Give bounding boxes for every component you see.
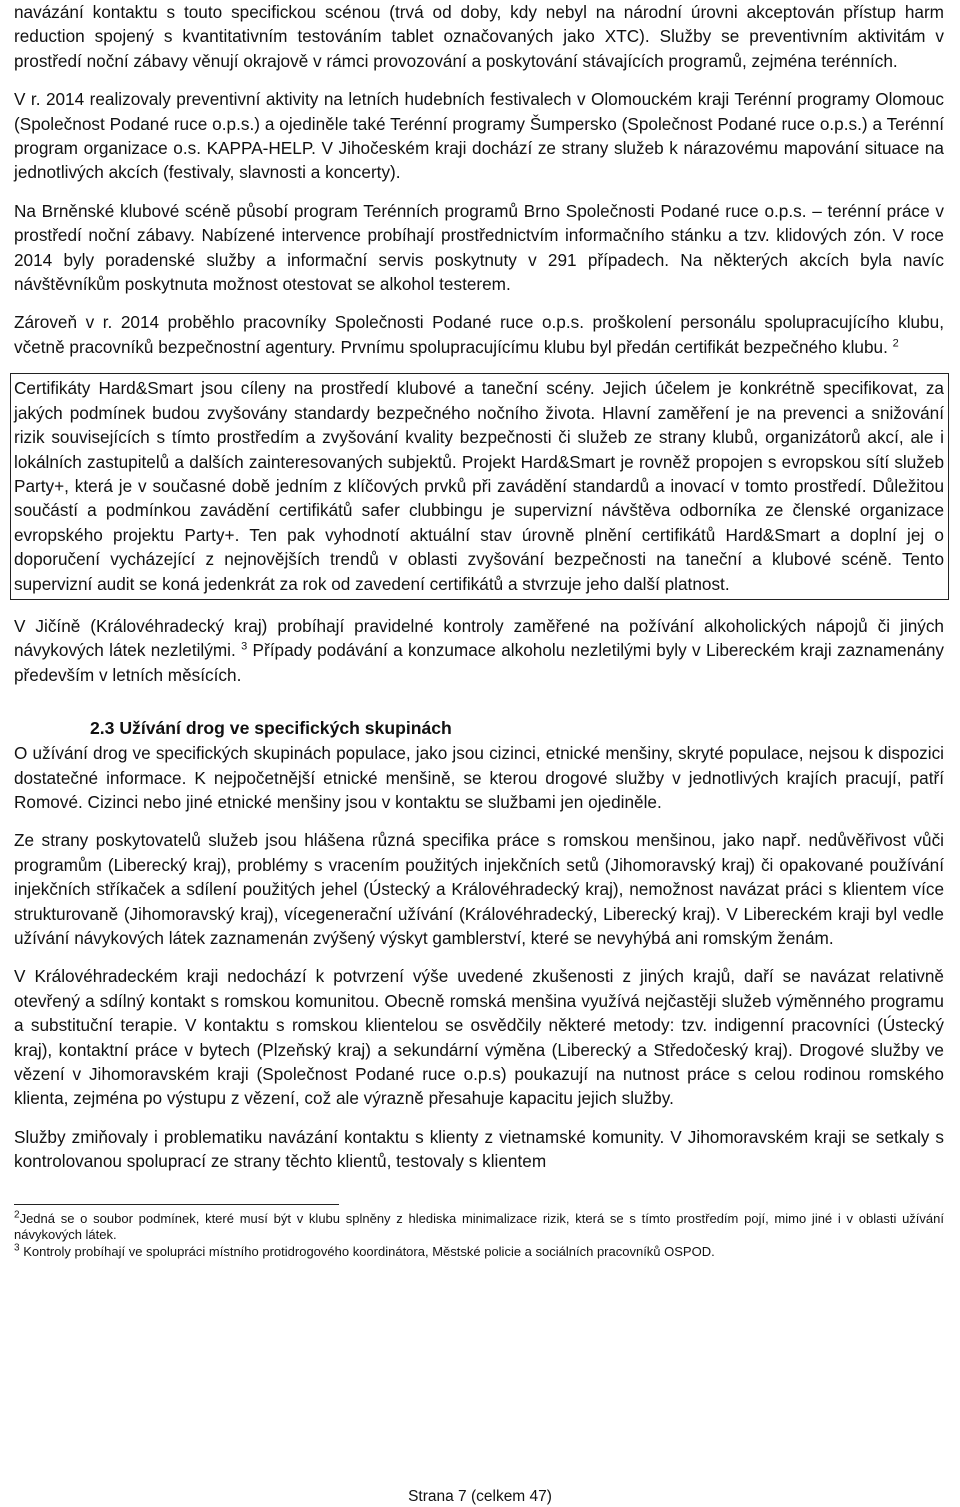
footnote-2-text: Jedná se o soubor podmínek, které musí být v klubu splněny z hlediska minimalizace rizik, která se s tímto prostředím pojí, mimo jiné i v oblasti užívání návykových látek. — [14, 1210, 944, 1243]
paragraph-vietnamese-community: Služby zmiňovaly i problematiku navázání kontaktu s klienty z vietnamské komunity. V Jihomoravském kraji se setkaly s kontrolovanou spoluprací ze strany těchto klientů, testovaly s klientem — [14, 1126, 944, 1172]
footnote-ref-2[interactable]: 2 — [892, 337, 899, 350]
section-heading: 2.3 Užívání drog ve specifických skupinách — [90, 718, 452, 739]
paragraph-jicin-text-a: V Jičíně (Královéhradecký kraj) probíhají pravidelné kontroly zaměřené na požívání alkoholických nápojů či jiných návykových látek nezletilými. — [14, 615, 944, 661]
footnote-3-number: 3 — [14, 1242, 20, 1254]
hard-smart-text: Certifikáty Hard&Smart jsou cíleny na prostředí klubové a taneční scény. Jejich účelem je konkrétně specifikovat, za jakých podmínek budou zvyšovány standardy bezpečného nočního života. Hlavní zaměření je na prevenci a snižování rizik souvisejících s tímto prostředím a zvyšování kvality bezpečnosti či služeb ze strany klubů, organizátorů akcí, ale i lokálních zastupitelů a dalších zainteresovaných subjektů. Projekt Hard&Smart je rovněž propojen s evropskou sítí služeb Party+, která je v současné době jedním z klíčových prvků při zavádění standardů a inovací v tomto prostředí. Důležitou součástí a podmínkou zavádění certifikátů safer clubbingu je supervizní návštěva odborníka ze členské organizace evropského projektu Party+. Ten pak vyhodnotí aktuální stav úrovně plnění certifikátů Hard&Smart a doplní jej o doporučení vycházející z nejnovějších trendů v oblasti zvyšování bezpečnosti na taneční a klubové scéně. Tento supervizní audit se koná jedenkrát za rok od zavedení certifikátů a stvrzuje jeho další platnost. — [14, 378, 944, 594]
footnote-2-number: 2 — [14, 1209, 20, 1221]
paragraph-jicin-controls — [14, 614, 944, 687]
paragraph-jicin-text-b: Případy podávání a konzumace alkoholu nezletilými byly v Libereckém kraji zaznamenány především v letních měsících. — [14, 640, 944, 685]
paragraph-kralovehradecky-roma: V Královéhradeckém kraji nedochází k potvrzení výše uvedené zkušenosti z jiných krajů, daří se navázat relativně otevřený a sdílný kontakt s romskou komunitou. Obecně romská menšina využívá nejčastěji služeb výměnného programu a substituční terapie. V kontaktu s romskou klientelou se osvědčily některé metody: tzv. indigenní pracovníci (Ústecký kraj), kontaktní práce v bytech (Plzeňský kraj) a sekundární výměna (Liberecký a Středočeský kraj). Drogové služby ve vězení v Jihomoravském kraji (Společnost Podané ruce o.p.s) poukazují na nutnost práce s celou rodinou romského klienta, zejména po výstupu z vězení, což ale výrazně přesahuje kapacitu jejich služby. — [14, 966, 944, 1109]
footnote-divider — [14, 1204, 339, 1205]
footnote-3-text: Kontroly probíhají ve spolupráci místního protidrogového koordinátora, Městské policie a sociálních pracovníků OSPOD. — [23, 1243, 715, 1259]
hard-smart-info-box — [10, 373, 949, 600]
footnote-ref-3[interactable]: 3 — [241, 640, 248, 653]
paragraph-harm-reduction: navázání kontaktu s touto specifickou scénou (trvá od doby, kdy nebyl na národní úrovni akceptován přístup harm reduction spojený s kvantitativním testováním tablet označovaných jako XTC). Služby se preventivním aktivitám v prostředí noční zábavy věnují okrajově v rámci provozování a poskytování stávajících programů, zejména terénních. — [14, 2, 944, 71]
paragraph-specific-groups: O užívání drog ve specifických skupinách populace, jako jsou cizinci, etnické menšiny, skryté populace, nejsou k dispozici dostatečné informace. K nejpočetnější etnické menšině, se kterou drogové služby v jednotlivých krajích pracují, patří Romové. Cizinci nebo jiné etnické menšiny jsou v kontaktu se službami jen ojediněle. — [14, 743, 944, 812]
page-number-footer: Strana 7 (celkem 47) — [408, 1488, 552, 1505]
paragraph-roma-specifics: Ze strany poskytovatelů služeb jsou hlášena různá specifika práce s romskou menšinou, jako např. nedůvěřivost vůči programům (Liberecký kraj), problémy s vracením použitých injekčních setů (Jihomoravský kraj) či opakované používání injekčních stříkaček a sdílení použitých jehel (Ústecký a Královéhradecký kraj), nemožnost navázat práci s klientem více strukturovaně (Jihomoravský kraj), vícegenerační užívání (Královéhradecký, Liberecký kraj). V Libereckém kraji byl vedle užívání návykových látek zaznamenán zvýšený výskyt gamblerství, které se nevyhýbá ani romským ženám. — [14, 830, 944, 948]
document-page — [14, 0, 944, 1260]
footnote-3 — [14, 1244, 944, 1261]
paragraph-olomouc-festivals: V r. 2014 realizovaly preventivní aktivity na letních hudebních festivalech v Olomouckém kraji Terénní programy Olomouc (Společnost Podané ruce o.p.s.) a ojediněle také Terénní programy Šumpersko (Společnost Podané ruce o.p.s.) a Terénní program organizace o.s. KAPPA-HELP. V Jihočeském kraji dochází ze strany služeb k nárazovému mapování situace na jednotlivých akcích (festivaly, slavnosti a koncerty). — [14, 89, 944, 183]
paragraph-staff-training — [14, 310, 944, 359]
footnote-2 — [14, 1211, 944, 1244]
paragraph-staff-training-text: Zároveň v r. 2014 proběhlo pracovníky Společnosti Podané ruce o.p.s. proškolení personálu spolupracujícího klubu, včetně pracovníků bezpečnostní agentury. Prvnímu spolupracujícímu klubu byl předán certifikát bezpečného klubu. — [14, 312, 944, 357]
paragraph-brno-club-scene: Na Brněnské klubové scéně působí program Terénních programů Brno Společnosti Podané ruce o.p.s. – terénní práce v prostředí noční zábavy. Nabízené intervence probíhají prostřednictvím informačního stánku a tzv. klidových zón. V roce 2014 byly poradenské služby a informační servis poskytnuty v 291 případech. Na některých akcích byla navíc návštěvníkům poskytnuta možnost otestovat se alkohol testerem. — [14, 200, 944, 295]
